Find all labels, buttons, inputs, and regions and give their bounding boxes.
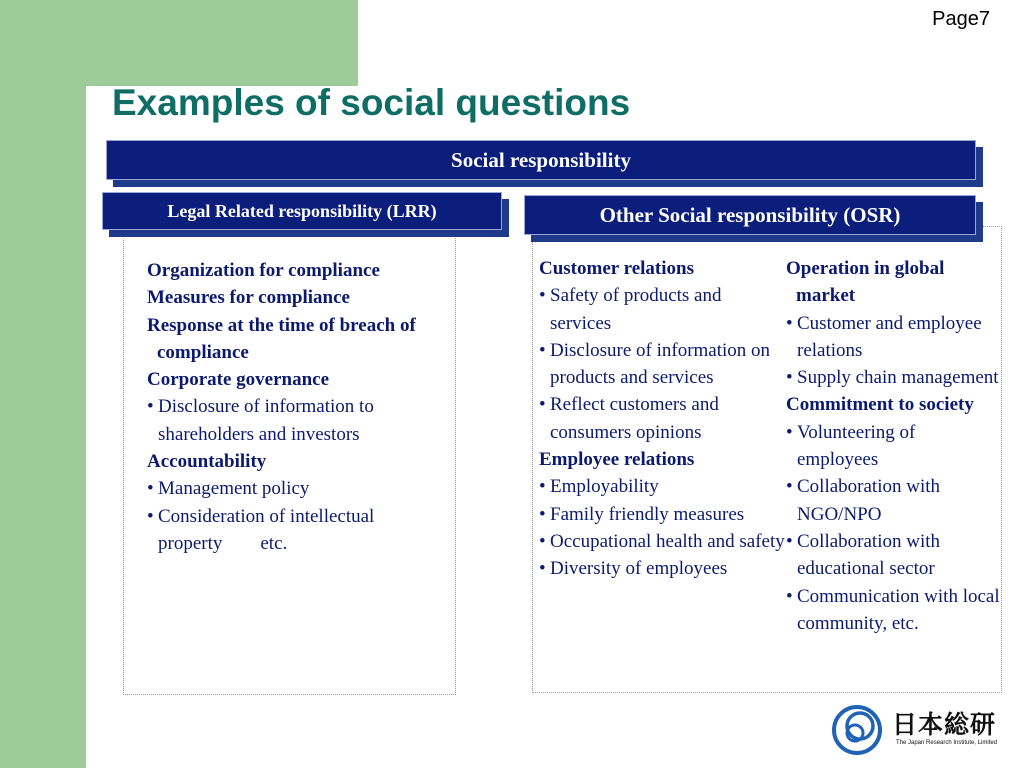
lrr-list [147, 257, 452, 557]
osr-column-1 [539, 255, 785, 583]
page-number: Page7 [932, 8, 990, 30]
lrr-heading: Accountability [147, 451, 267, 473]
lrr-heading: Measures for compliance [147, 287, 350, 309]
list-item: • Diversity of employees [539, 555, 785, 582]
list-item: • Collaboration with NGO/NPO [786, 473, 1000, 528]
lrr-heading: Response at the time of breach of compliance [147, 314, 416, 363]
osr-header: Other Social responsibility (OSR) [524, 195, 976, 235]
social-responsibility-banner: Social responsibility [106, 140, 976, 180]
list-item: • Collaboration with educational sector [786, 528, 1000, 583]
logo-english-name: The Japan Research Institute, Limited [896, 740, 998, 746]
list-item: • Family friendly measures [539, 501, 785, 528]
lrr-heading: Organization for compliance [147, 260, 380, 281]
list-item: • Occupational health and safety [539, 528, 785, 555]
list-item: • Customer and employee relations [786, 310, 1000, 365]
lrr-bullet-item: • Disclosure of information to shareholders and investors [147, 393, 452, 448]
list-item: • Volunteering of employees [786, 419, 1000, 474]
list-item: • Employability [539, 473, 785, 500]
left-green-band [0, 0, 86, 768]
lrr-bullet-item: • Management policy [147, 475, 452, 502]
global-market-heading: Operation in global market [786, 258, 945, 307]
logo-japanese-name: 日本総研 [892, 710, 997, 739]
list-item: • Disclosure of information on products and services [539, 337, 785, 392]
customer-relations-heading: Customer relations [539, 258, 694, 279]
lrr-bullet-item: • Consideration of intellectual property etc. [147, 503, 452, 558]
list-item: • Safety of products and services [539, 282, 785, 337]
company-logo [830, 703, 1000, 758]
slide-title: Examples of social questions [112, 82, 631, 123]
logo-ring-icon [830, 703, 886, 758]
society-heading: Commitment to society [786, 394, 974, 416]
list-item: • Communication with local community, etc. [786, 583, 1000, 638]
list-item: • Supply chain management [786, 364, 1000, 391]
lrr-heading: Corporate governance [147, 369, 330, 391]
employee-relations-heading: Employee relations [539, 449, 695, 471]
osr-column-2 [786, 255, 1000, 637]
top-green-band [0, 0, 358, 86]
lrr-header: Legal Related responsibility (LRR) [102, 192, 502, 230]
list-item: • Reflect customers and consumers opinions [539, 391, 785, 446]
